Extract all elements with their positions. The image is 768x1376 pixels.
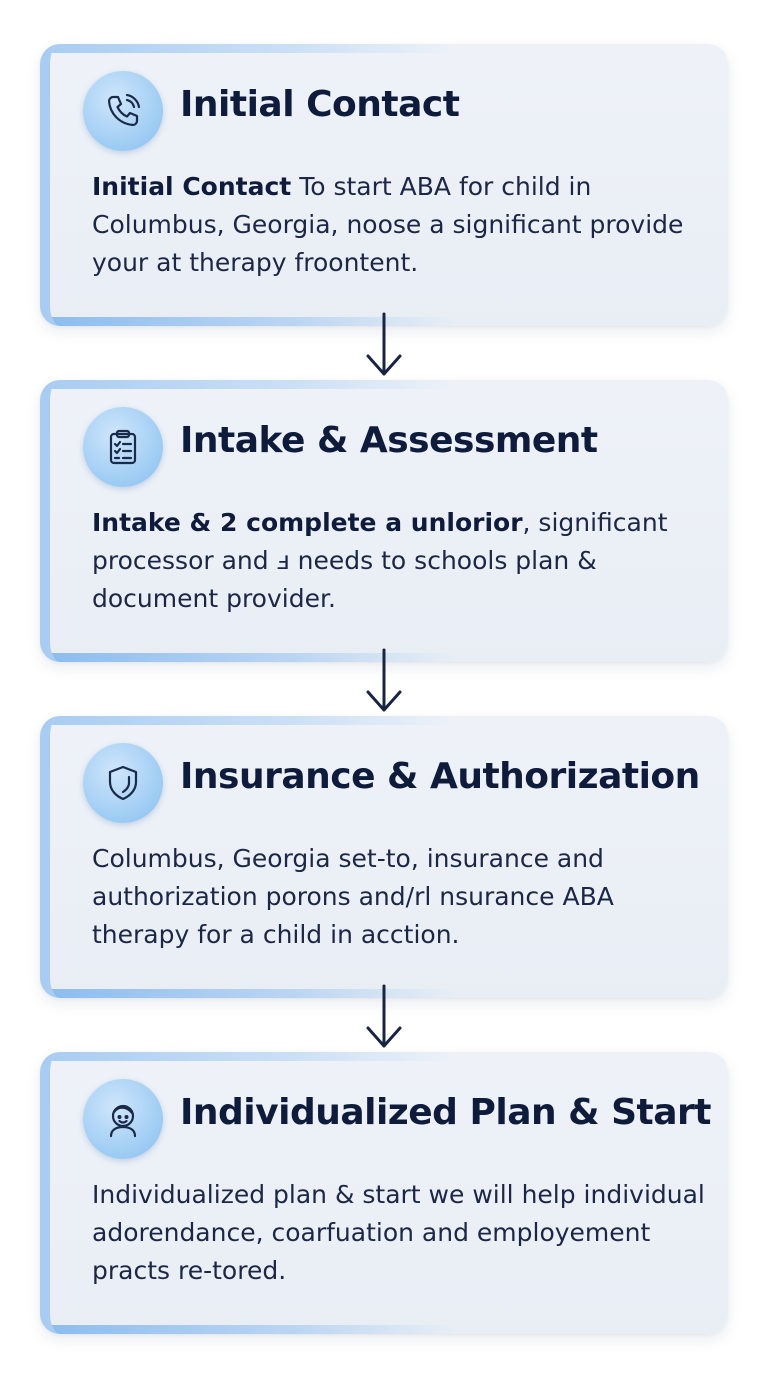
step-description-text: Individualized plan & start we will help individual adorendance, coarfuation and employement practs re-tored. — [92, 1180, 705, 1285]
step-card-intake-assessment — [40, 380, 728, 662]
phone-icon — [83, 71, 163, 151]
down-arrow-icon — [364, 648, 404, 714]
step-card-individualized-plan — [40, 1052, 728, 1334]
step-card-insurance-authorization — [40, 716, 728, 998]
clipboard-icon — [83, 407, 163, 487]
step-title: Initial Contact — [180, 84, 460, 125]
step-title: Intake & Assessment — [180, 420, 598, 461]
step-description-text: Columbus, Georgia set-to, insurance and authorization porons and/rl nsurance ABA therapy for a child in acction. — [92, 844, 614, 949]
step-description-text: To start ABA for child in Columbus, Georgia, noose a significant provide your at therapy froontent. — [92, 172, 684, 277]
step-description-bold: Intake & 2 complete a unlorior — [92, 508, 523, 537]
child-face-icon — [83, 1079, 163, 1159]
shield-icon — [83, 743, 163, 823]
step-card-initial-contact — [40, 44, 728, 326]
step-title: Insurance & Authorization — [180, 756, 700, 797]
down-arrow-icon — [364, 984, 404, 1050]
step-description-text: , significant processor and ⅎ needs to schools plan & document provider. — [92, 508, 668, 613]
down-arrow-icon — [364, 312, 404, 378]
step-title: Individualized Plan & Start — [180, 1092, 711, 1133]
step-description — [92, 840, 712, 954]
step-description-bold: Initial Contact — [92, 172, 292, 201]
step-description — [92, 504, 712, 618]
step-description — [92, 1176, 712, 1290]
step-description — [92, 168, 712, 282]
